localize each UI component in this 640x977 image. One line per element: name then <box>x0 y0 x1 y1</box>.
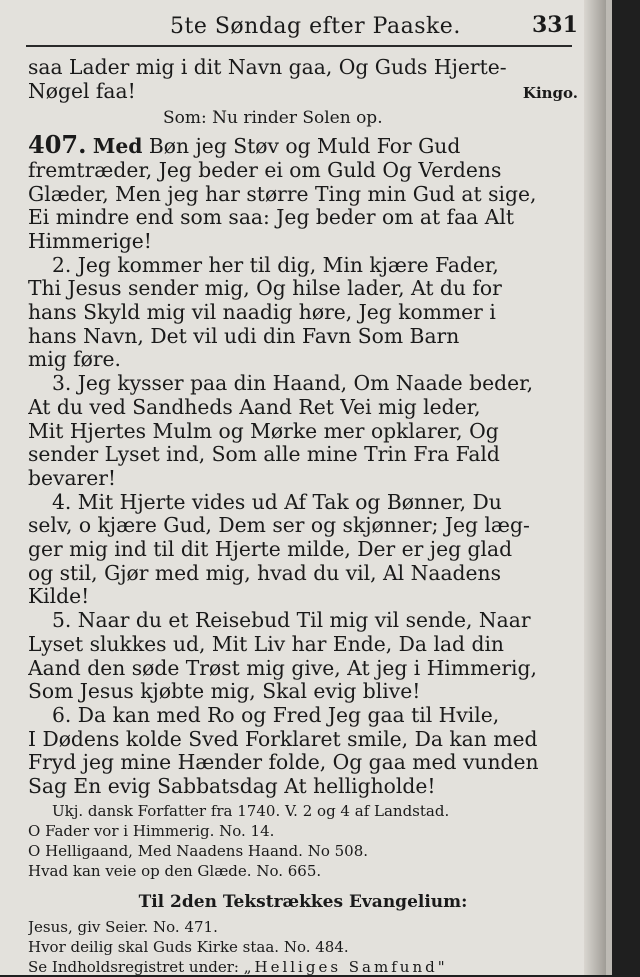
verse-line: I Dødens kolde Sved Forklaret smile, Da kan med <box>28 727 538 751</box>
verse-line: Thi Jesus sender mig, Og hilse lader, At du for <box>28 277 502 301</box>
verse-line: Fryd jeg mine Hænder folde, Og gaa med vunden <box>28 751 539 775</box>
prev-hymn-line <box>28 80 578 104</box>
verse-line: Lyset slukkes ud, Mit Liv har Ende, Da lad din <box>28 632 504 656</box>
hymn-407 <box>28 133 578 799</box>
verse-line: ger mig ind til dit Hjerte milde, Der er jeg glad <box>28 538 513 562</box>
verse-line: Kilde! <box>28 585 90 609</box>
hymn-tune: Som: Nu rinder Solen op. <box>163 108 383 129</box>
gospel-item: Hvor deilig skal Guds Kirke staa. No. 484. <box>28 937 349 956</box>
verse-line: Sag En evig Sabbatsdag At helligholde! <box>28 775 436 799</box>
verse-line: og stil, Gjør med mig, hvad du vil, Al Naadens <box>28 561 501 585</box>
verse-line: 4. Mit Hjerte vides ud Af Tak og Bønner, Du <box>52 490 502 514</box>
prev-hymn-author: Kingo. <box>522 83 578 102</box>
page-body <box>28 56 578 977</box>
prev-hymn-line: saa Lader mig i dit Navn gaa, Og Guds Hjerte- <box>28 56 507 79</box>
verse-line: hans Navn, Det vil udi din Favn Som Barn <box>28 324 460 348</box>
verse-line: Aand den søde Trøst mig give, At jeg i Himmerig, <box>28 656 537 680</box>
index-reference-prefix: Se Indholdsregistret under: <box>28 957 239 976</box>
source-note: Ukj. dansk Forfatter fra 1740. V. 2 og 4 af Landstad. <box>52 801 450 820</box>
verse-line: Himmerige! <box>28 229 152 253</box>
verse-line: fremtræder, Jeg beder ei om Guld Og Verdens <box>28 158 502 182</box>
verse-line: Ei mindre end som saa: Jeg beder om at faa Alt <box>28 206 514 230</box>
gospel-section-heading: Til 2den Tekstrækkes Evangelium: <box>138 891 468 912</box>
page-number: 331 <box>532 12 578 38</box>
verse-text: Bøn jeg Støv og Muld For Gud <box>142 134 461 159</box>
verse-line: sender Lyset ind, Som alle mine Trin Fra Fald <box>28 443 500 467</box>
verse-line: Glæder, Men jeg har større Ting min Gud at sige, <box>28 182 537 206</box>
verse-line <box>28 133 578 159</box>
related-hymn: O Fader vor i Himmerig. No. 14. <box>28 821 275 840</box>
page-gutter-shadow <box>584 0 606 975</box>
gospel-item: Jesus, giv Seier. No. 471. <box>28 917 218 936</box>
verse-line: Som Jesus kjøbte mig, Skal evig blive! <box>28 680 421 704</box>
verse-line: 3. Jeg kysser paa din Haand, Om Naade beder, <box>52 372 534 396</box>
verse-line: Mit Hjertes Mulm og Mørke mer opklarer, Og <box>28 419 499 443</box>
index-reference <box>28 957 578 977</box>
hymn-number: 407. <box>28 133 87 159</box>
verse-line: 6. Da kan med Ro og Fred Jeg gaa til Hvile, <box>52 703 500 727</box>
verse-line: mig føre. <box>28 348 122 372</box>
page-header <box>0 0 606 48</box>
verse-line: 5. Naar du et Reisebud Til mig vil sende, Naar <box>52 609 531 633</box>
verse-line: bevarer! <box>28 466 117 490</box>
verse-line: At du ved Sandheds Aand Ret Vei mig leder, <box>28 395 481 419</box>
gospel-section <box>28 917 578 977</box>
related-hymn: O Helligaand, Med Naadens Haand. No 508. <box>28 841 369 860</box>
notes <box>28 801 578 881</box>
prev-hymn-line-text: Nøgel faa! <box>28 79 136 103</box>
verse-line: 2. Jeg kommer her til dig, Min kjære Fader, <box>52 253 499 277</box>
index-reference-term: „Helliges Samfund" <box>243 957 448 976</box>
verse-line: hans Skyld mig vil naadig høre, Jeg kommer i <box>28 301 496 325</box>
hymn-first-word: Med <box>92 134 143 159</box>
verse-line: selv, o kjære Gud, Dem ser og skjønner; Jeg læg- <box>28 514 530 538</box>
header-rule <box>26 45 572 47</box>
running-title: 5te Søndag efter Paaske. <box>170 14 461 39</box>
related-hymn: Hvad kan veie op den Glæde. No. 665. <box>28 861 322 880</box>
